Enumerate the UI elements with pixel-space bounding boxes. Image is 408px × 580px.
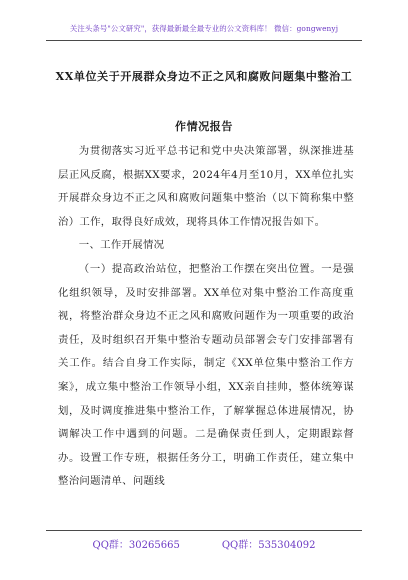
footer-qq-group-1: QQ群：30265665 [92, 540, 180, 551]
footer-qq-group-2: QQ群：535304092 [221, 540, 316, 551]
document-title-line-2: 作情况报告 [175, 120, 233, 133]
intro-paragraph: 为贯彻落实习近平总书记和党中央决策部署，纵深推进基层正风反腐，根据XX要求，2024年4月至10月，XX单位扎实开展群众身边不正之风和腐败问题集中整治（以下简称集中整治）工作，取得良好成效，现将具体工作情况报告如下。 [58, 145, 354, 228]
page-header [0, 0, 408, 44]
footer-contacts [0, 536, 408, 551]
document-title-line-1: XX单位关于开展群众身边不正之风和腐败问题集中整治工 [55, 70, 353, 83]
document-body [58, 140, 354, 494]
footer-divider [46, 530, 362, 531]
body-paragraph: （一）提高政治站位，把整治工作摆在突出位置。一是强化组织领导，及时安排部署。XX单位对集中整治工作高度重视，将整治群众身边不正之风和腐败问题作为一项重要的政治责任，及时组织召开集中整治专题动员部署会专门安排部署有关工作。结合自身工作实际，制定《XX单位集中整治工作方案》，成立集中整治工作领导小组，XX亲自挂帅，整体统筹谋划，及时调度推进集中整治工作，了解掌握总体进展情况，协调解决工作中遇到的问题。二是确保责任到人，定期跟踪督办。设置工作专班，根据任务分工，明确工作责任，建立集中整治问题清单、问题线 [58, 262, 354, 488]
header-divider [46, 40, 362, 41]
section-heading: 一、工作开展情况 [78, 239, 165, 252]
header-banner: 关注头条号"公文研究"，获得最新最全最专业的公文资料库！ 微信：gongwenyj [69, 24, 339, 33]
page-footer [0, 530, 408, 580]
